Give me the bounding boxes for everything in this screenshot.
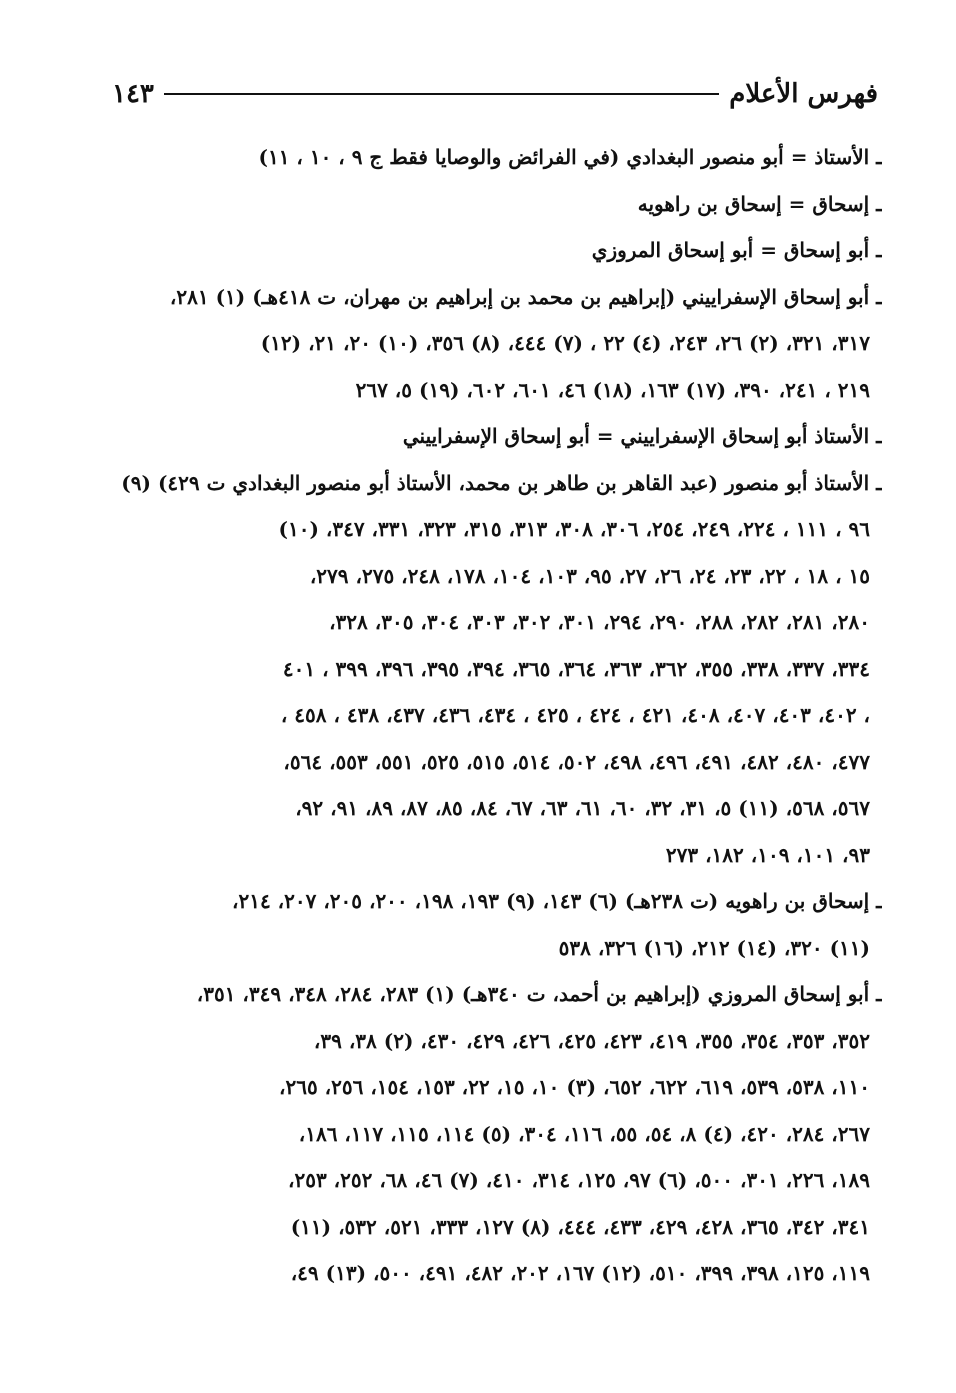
index-continuation-line: ١١٩، ١٢٥، ٣٩٨، ٣٩٩، ٥١٠، (١٢) ١٦٧، ٢٠٢، ٤٨٢، ٤٩١، ٥٠٠، (١٣) ٤٩، [290, 1261, 870, 1285]
index-continuation-line: ٣١٧، ٣٢١، (٢) ٢٦، ٢٤٣، (٤) ٢٢ ، (٧) ٤٤٤، (٨) ٣٥٦، (١٠) ٢٠، ٢١، (١٢) [260, 331, 870, 355]
running-title: فهرس الأعلام [729, 79, 878, 109]
index-continuation-line: ٥٦٧، ٥٦٨، (١١) ٥، ٣١، ٣٢، ٦٠، ٦١، ٦٣، ٦٧، ٨٤، ٨٥، ٨٧، ٨٩، ٩١، ٩٢، [295, 796, 870, 820]
index-entry-line: ـ الأستاذ أبو إسحاق الإسفراييني = أبو إسحاق الإسفراييني [402, 424, 882, 448]
index-continuation-line: ٩٦ ، ١١١ ، ٢٢٤، ٢٤٩، ٢٥٤، ٣٠٦، ٣٠٨، ٣١٣، ٣١٥، ٣٢٣، ٣٣١، ٣٤٧، (١٠) [278, 517, 870, 541]
index-continuation-line: ١١٠، ٥٣٨، ٥٣٩، ٦١٩، ٦٢٢، ٦٥٢، (٣) ١٠، ١٥، ٢٢، ١٥٣، ١٥٤، ٢٥٦، ٢٦٥، [279, 1075, 870, 1099]
index-continuation-line: ٤٧٧، ٤٨٠، ٤٨٢، ٤٩١، ٤٩٦، ٤٩٨، ٥٠٢، ٥١٤، ٥١٥، ٥٢٥، ٥٥١، ٥٥٣، ٥٦٤، [283, 749, 870, 774]
index-entry-line: ـ الأستاذ = أبو منصور البغدادي (في الفرائض والوصايا فقط ج ٩ ، ١٠ ، ١١) [258, 145, 882, 169]
index-continuation-line: ١٥ ، ١٨ ، ٢٢، ٢٣، ٢٤، ٢٦، ٢٧، ٩٥، ١٠٣، ١٠٤، ١٧٨، ٢٤٨، ٢٧٥، ٢٧٩، [309, 563, 870, 588]
index-continuation-line: ٢٨٠، ٢٨١، ٢٨٢، ٢٨٨، ٢٩٠، ٢٩٤، ٣٠١، ٣٠٢، ٣٠٣، ٣٠٤، ٣٠٥، ٣٢٨، [329, 610, 870, 634]
index-continuation-line: (١١) ٣٢٠، (١٤) ٢١٢، (١٦) ٣٢٦، ٥٣٨ [558, 935, 870, 960]
index-entry-line: ـ إسحاق = إسحاق بن راهويه [637, 191, 882, 216]
page-number: ١٤٣ [112, 79, 154, 109]
index-entry-line: ـ الأستاذ أبو منصور (عبد القاهر بن طاهر بن محمد، الأستاذ أبو منصور البغدادي ت ٤٢٩) (٩) [121, 470, 882, 495]
index-continuation-line: ٢٦٧، ٢٨٤، ٤٢٠، (٤) ٨، ٥٤، ٥٥، ١١٦، ٣٠٤، (٥) ١١٤، ١١٥، ١١٧، ١٨٦، [298, 1121, 870, 1146]
index-continuation-line: ١٨٩، ٢٢٦، ٣٠١، ٥٠٠، (٦) ٩٧، ١٢٥، ٣١٤، ٤١٠، (٧) ٤٦، ٦٨، ٢٥٢، ٢٥٣، [288, 1168, 870, 1192]
index-continuation-line: ٩٣، ١٠١، ١٠٩، ١٨٢، ٢٧٣ [665, 842, 870, 867]
index-entry-line: ـ أبو إسحاق الإسفراييني (إبراهيم بن محمد بن إبراهيم بن مهران، ت ٤١٨هـ) (١) ٢٨١، [169, 284, 882, 309]
index-continuation-line: ، ٤٠٢، ٤٠٣، ٤٠٧، ٤٠٨، ٤٢١ ، ٤٢٤ ، ٤٢٥ ، ٤٣٤، ٤٣٦، ٤٣٧، ٤٣٨ ، ٤٥٨ ، [280, 703, 870, 727]
header-rule [164, 93, 719, 95]
page-header [112, 76, 878, 112]
index-entries [96, 134, 882, 1297]
index-continuation-line: ٢١٩ ، ٢٤١، ٣٩٠، (١٧) ١٦٣، (١٨) ٤٦، ٦٠١، ٦٠٢، (١٩) ٥، ٢٦٧ [355, 377, 870, 402]
index-continuation-line: ٣٥٢، ٣٥٣، ٣٥٤، ٣٥٥، ٤١٩، ٤٢٣، ٤٢٥، ٤٢٦، ٤٢٩، ٤٣٠، (٢) ٣٨، ٣٩، [313, 1028, 870, 1053]
index-entry-line: ـ إسحاق بن راهويه (ت ٢٣٨هـ) (٦) ١٤٣، (٩) ١٩٣، ١٩٨، ٢٠٠، ٢٠٥، ٢٠٧، ٢١٤، [232, 889, 882, 913]
index-entry-line: ـ أبو إسحاق المروزي (إبراهيم بن أحمد، ت ٣٤٠هـ) (١) ٢٨٣، ٢٨٤، ٣٤٨، ٣٤٩، ٣٥١، [196, 982, 882, 1006]
index-continuation-line: ٣٣٤، ٣٣٧، ٣٣٨، ٣٥٥، ٣٦٢، ٣٦٣، ٣٦٤، ٣٦٥، ٣٩٤، ٣٩٥، ٣٩٦، ٣٩٩ ، ٤٠١ [282, 656, 870, 681]
index-entry-line: ـ أبو إسحاق = أبو إسحاق المروزي [591, 238, 882, 262]
index-continuation-line: ٣٤١، ٣٤٢، ٣٦٥، ٤٢٨، ٤٢٩، ٤٣٣، ٤٤٤، (٨) ١٢٧، ٣٣٣، ٥٢١، ٥٣٢، (١١) [290, 1214, 870, 1239]
